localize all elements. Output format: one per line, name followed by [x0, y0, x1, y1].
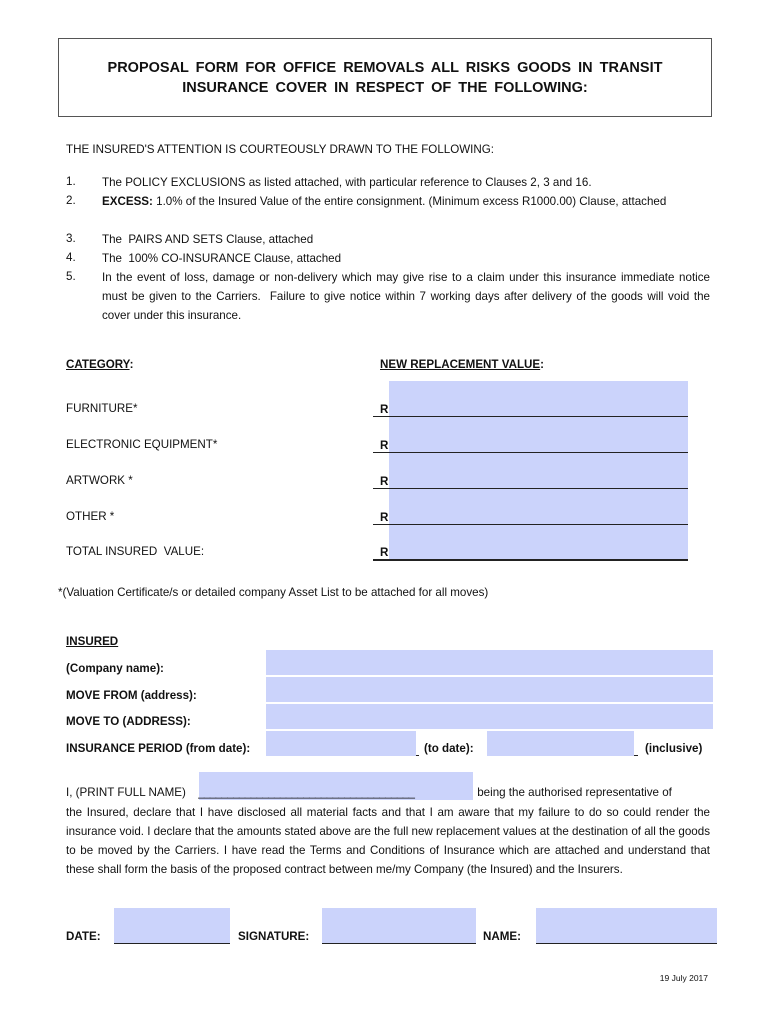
replacement-value-header-label: NEW REPLACEMENT VALUE: [380, 358, 541, 371]
clause-1-number: 1.: [66, 175, 76, 188]
clause-2-body: 1.0% of the Insured Value of the entire consignment. (Minimum excess R1000.00) Clause, attached: [152, 195, 667, 208]
to-date-input[interactable]: [487, 731, 634, 756]
signature-underline: [322, 943, 476, 944]
name-input[interactable]: [536, 908, 717, 943]
valuation-note: *(Valuation Certificate/s or detailed company Asset List to be attached for all moves): [58, 586, 489, 599]
category-label-furniture: FURNITURE*: [66, 402, 138, 415]
full-name-underline: _____________________________________: [198, 786, 415, 799]
category-label-electronic-equipment: ELECTRONIC EQUIPMENT*: [66, 438, 218, 451]
clause-5-text: In the event of loss, damage or non-delivery which may give rise to a claim under this insurance immediate notice must be given to the Carriers. Failure to give notice within 7 working days after delivery of the goods will void the cover under this insurance.: [102, 271, 714, 322]
declaration-lead: I, (PRINT FULL NAME): [66, 786, 186, 799]
insured-heading: INSURED: [66, 635, 119, 648]
category-header-label: CATEGORY: [66, 358, 130, 371]
clause-3-number: 3.: [66, 232, 76, 245]
date-input[interactable]: [114, 908, 230, 943]
other-value-input[interactable]: [389, 489, 688, 524]
move-from-label: MOVE FROM (address):: [66, 689, 197, 702]
replacement-value-header-colon: :: [540, 358, 545, 371]
to-date-label: (to date):: [424, 742, 474, 755]
clause-1-body: The POLICY EXCLUSIONS as listed attached, with particular reference to Clauses 2, 3 and 16.: [102, 176, 592, 189]
signature-label: SIGNATURE:: [238, 930, 310, 943]
attention-notice: THE INSURED'S ATTENTION IS COURTEOUSLY DRAWN TO THE FOLLOWING:: [66, 143, 495, 156]
declaration-body: the Insured, declare that I have disclosed all material facts and that I am aware that my failure to do so could render the insurance void. I declare that the amounts stated above are the full new replacement values at the destination of all the goods to be moved by the Carriers. I have read the Terms and Conditions of Insurance which are attached and understand that these shall form the basis of the proposed contract between me/my Company (the Insured) and the Insurers.: [66, 806, 710, 876]
currency-symbol: R: [380, 403, 389, 416]
insurance-period-label: INSURANCE PERIOD (from date):: [66, 742, 251, 755]
date-label: DATE:: [66, 930, 101, 943]
furniture-value-input[interactable]: [389, 381, 688, 416]
form-title-line1: PROPOSAL FORM FOR OFFICE REMOVALS ALL RISKS GOODS IN TRANSIT: [107, 59, 663, 76]
to-date-underline: [634, 755, 638, 756]
clause-2-number: 2.: [66, 194, 76, 207]
form-title-line2: INSURANCE COVER IN RESPECT OF THE FOLLOWING:: [182, 79, 588, 96]
category-header: [66, 358, 133, 371]
move-from-input[interactable]: [266, 677, 713, 702]
clause-1-text: [102, 173, 710, 192]
clause-4-text: The 100% CO-INSURANCE Clause, attached: [102, 252, 342, 265]
clause-5-number: 5.: [66, 270, 76, 283]
date-underline: [114, 943, 230, 944]
clause-3-text: The PAIRS AND SETS Clause, attached: [102, 233, 314, 246]
footer-date: 19 July 2017: [659, 973, 708, 983]
company-name-label: (Company name):: [66, 662, 164, 675]
from-date-underline: [416, 755, 419, 756]
name-label: NAME:: [483, 930, 521, 943]
clause-2-text: [102, 192, 710, 211]
declaration-first-line-rest: being the authorised representative of: [474, 786, 672, 799]
name-underline: [536, 943, 717, 944]
category-label-other: OTHER *: [66, 510, 115, 523]
total-insured-value-underline: [373, 559, 688, 561]
clause-2-lead: EXCESS:: [102, 195, 153, 208]
currency-symbol: R: [380, 511, 389, 524]
electronic-equipment-value-input[interactable]: [389, 417, 688, 452]
category-header-colon: :: [129, 358, 134, 371]
inclusive-label: (inclusive): [645, 742, 703, 755]
form-title-box: [58, 38, 712, 117]
move-to-input[interactable]: [266, 704, 713, 729]
replacement-value-header: [380, 358, 544, 371]
signature-input[interactable]: [322, 908, 476, 943]
clause-4-number: 4.: [66, 251, 76, 264]
from-date-input[interactable]: [266, 731, 416, 756]
total-insured-value-input[interactable]: [389, 525, 688, 559]
company-name-input[interactable]: [266, 650, 713, 675]
currency-symbol: R: [380, 475, 389, 488]
artwork-value-input[interactable]: [389, 453, 688, 488]
move-to-label: MOVE TO (ADDRESS):: [66, 715, 191, 728]
currency-symbol: R: [380, 546, 389, 559]
currency-symbol: R: [380, 439, 389, 452]
category-label-artwork: ARTWORK *: [66, 474, 133, 487]
category-label-total-insured-value: TOTAL INSURED VALUE:: [66, 545, 205, 558]
